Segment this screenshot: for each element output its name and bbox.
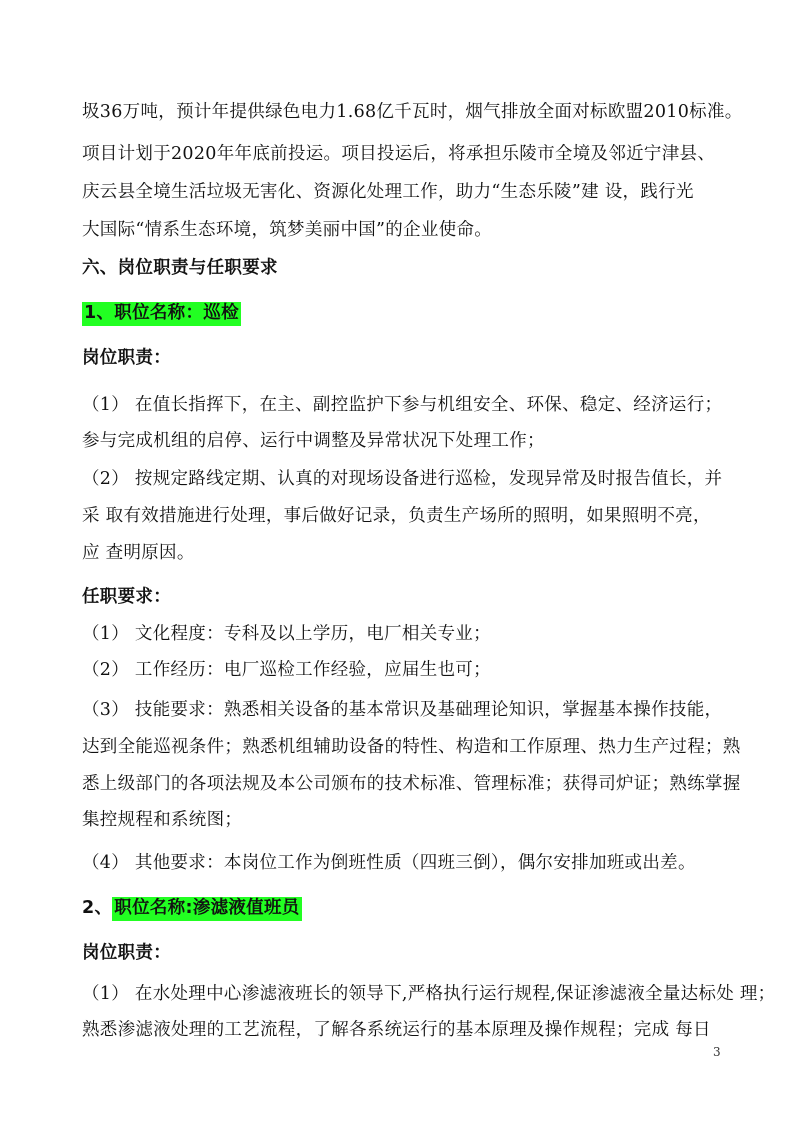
job1-requirements-heading: 任职要求： xyxy=(82,587,171,607)
job2-title-highlight: 职位名称:渗滤液值班员 xyxy=(112,897,301,921)
job2-title xyxy=(82,896,302,920)
job2-duty1-line-2: 熟悉渗滤液处理的工艺流程，了解各系统运行的基本原理及操作规程；完成 每日 xyxy=(82,1020,711,1040)
intro-paragraph-line-3: 庆云县全境生活垃圾无害化、资源化处理工作，助力“生态乐陵”建 设，践行光 xyxy=(82,182,694,202)
job1-duty2-line-2: 采 取有效措施进行处理，事后做好记录，负责生产场所的照明，如果照明不亮， xyxy=(82,506,711,526)
job1-duty1-line-1: （1） 在值长指挥下，在主、副控监护下参与机组安全、环保、稳定、经济运行； xyxy=(82,395,723,415)
job1-title-highlight: 1、职位名称：巡检 xyxy=(82,302,241,326)
job1-req4: （4） 其他要求：本岗位工作为倒班性质（四班三倒），偶尔安排加班或出差。 xyxy=(82,853,696,873)
intro-paragraph-line-2: 项目计划于2020年年底前投运。项目投运后，将承担乐陵市全境及邻近宁津县、 xyxy=(82,144,716,164)
page-number: 3 xyxy=(713,1045,721,1059)
intro-paragraph-line-4: 大国际“情系生态环境，筑梦美丽中国”的企业使命。 xyxy=(82,220,493,240)
job2-duties-heading: 岗位职责： xyxy=(82,943,171,963)
section-title: 六、岗位职责与任职要求 xyxy=(82,258,278,278)
job1-title xyxy=(82,301,241,325)
job1-req3-line-1: （3） 技能要求：熟悉相关设备的基本常识及基础理论知识，掌握基本操作技能， xyxy=(82,700,723,720)
job1-req2: （2） 工作经历：电厂巡检工作经验，应届生也可； xyxy=(82,660,491,680)
job1-req3-line-4: 集控规程和系统图； xyxy=(82,810,243,830)
intro-paragraph-line-1: 圾36万吨，预计年提供绿色电力1.68亿千瓦时，烟气排放全面对标欧盟2010标准。 xyxy=(82,102,743,122)
job1-duties-heading: 岗位职责： xyxy=(82,348,171,368)
job1-duty2-line-1: （2） 按规定路线定期、认真的对现场设备进行巡检，发现异常及时报告值长，并 xyxy=(82,469,723,489)
job1-req3-line-2: 达到全能巡视条件；熟悉机组辅助设备的特性、构造和工作原理、热力生产过程；熟 xyxy=(82,737,741,757)
job2-title-prefix: 2、 xyxy=(82,898,113,918)
job1-req3-line-3: 悉上级部门的各项法规及本公司颁布的技术标准、管理标准；获得司炉证；熟练掌握 xyxy=(82,774,741,794)
job2-duty1-line-1: （1） 在水处理中心渗滤液班长的领导下,严格执行运行规程,保证渗滤液全量达标处 理； xyxy=(82,984,776,1004)
job1-duty2-line-3: 应 查明原因。 xyxy=(82,543,195,563)
job1-req1: （1） 文化程度：专科及以上学历，电厂相关专业； xyxy=(82,624,491,644)
job1-duty1-line-2: 参与完成机组的启停、运行中调整及异常状况下处理工作； xyxy=(82,431,545,451)
